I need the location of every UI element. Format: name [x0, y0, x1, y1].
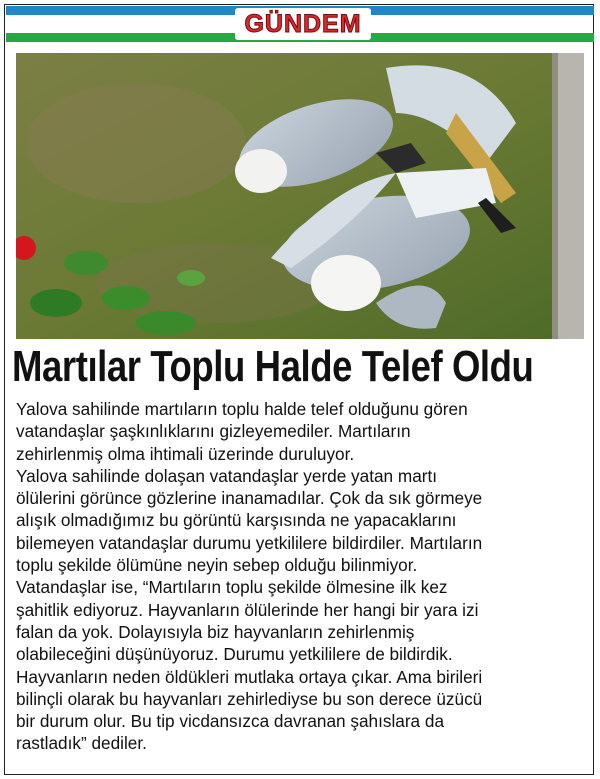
- body-line: Vatandaşlar ise, “Martıların toplu şekilde ölmesine ilk kez: [16, 577, 448, 598]
- body-line: Hayvanların neden öldükleri mutlaka ortaya çıkar. Ama birileri: [16, 666, 483, 687]
- body-line: bilinçli olarak bu hayvanları zehirlediyse bu son derece üzücü: [16, 688, 483, 709]
- body-line: şahitlik ediyoruz. Hayvanların ölülerinde her hangi bir yara izi: [16, 599, 479, 620]
- body-line: Yalova sahilinde dolaşan vatandaşlar yerde yatan martı: [16, 465, 438, 486]
- body-line: olabileceğini düşünüyoruz. Durumu yetkililere de bildirdik.: [16, 644, 453, 665]
- body-line: alışık olmadığımız bu görüntü karşısında ne yapacaklarını: [16, 510, 457, 531]
- body-line: zehirlenmiş olma ihtimali üzerinde duruluyor.: [16, 443, 355, 464]
- headline: Martılar Toplu Halde Telef Oldu: [12, 342, 534, 391]
- body-line: bir durum olur. Bu tip vicdansızca davranan şahıslara da: [16, 711, 445, 732]
- body-line: rastladık” dediler.: [16, 733, 147, 754]
- body-line: toplu şekilde ölümüne neyin sebep olduğu bilinmiyor.: [16, 555, 418, 576]
- body-line: Yalova sahilinde martıların toplu halde telef olduğunu gören: [16, 399, 468, 419]
- body-line: bilemeyen vatandaşlar durumu yetkililere bildirdiler. Martıların: [16, 532, 483, 553]
- article-photo: [16, 53, 584, 339]
- body-line: falan da yok. Dolayısıyla biz hayvanların zehirlenmiş: [16, 621, 415, 642]
- body-line: vatandaşlar şaşkınlıklarını gizleyemediler. Martıların: [16, 421, 411, 442]
- section-label: GÜNDEM: [244, 9, 362, 38]
- section-label-box: [235, 8, 371, 40]
- body-line: ölülerini görünce gözlerine inanamadılar. Çok da sık görmeye: [16, 488, 483, 509]
- article-body: [16, 398, 588, 755]
- section-banner: [6, 6, 594, 42]
- photo-dead-seagulls-icon: [16, 53, 584, 339]
